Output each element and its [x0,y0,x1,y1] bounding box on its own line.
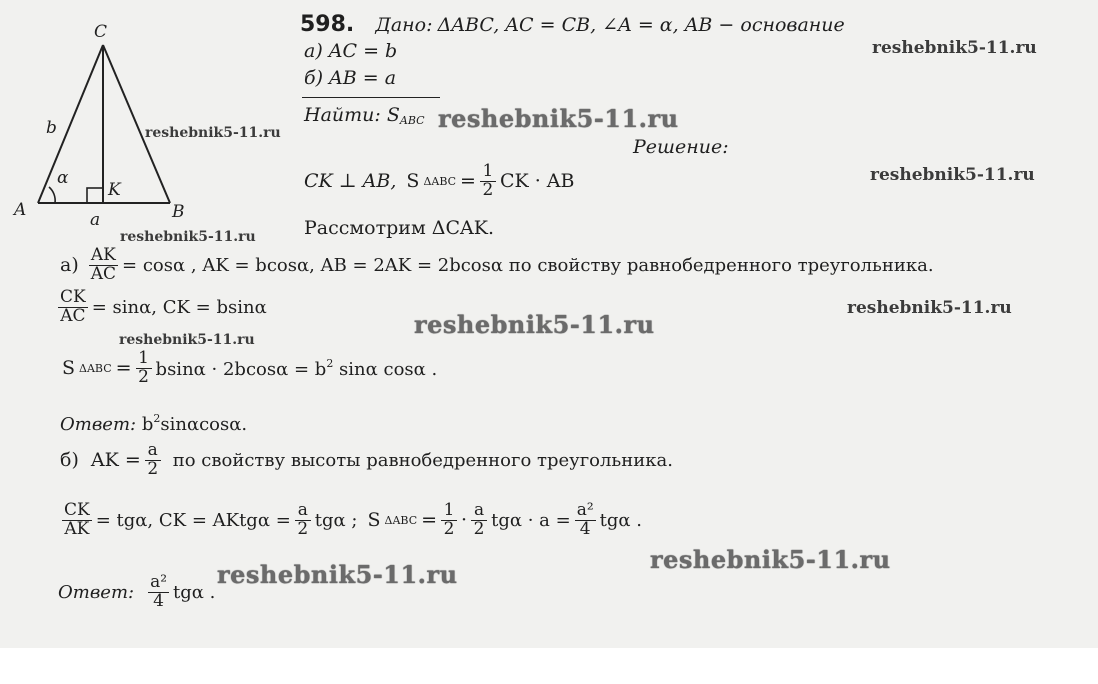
tangent-relation: = tgα, CK = AKtgα = [95,509,291,531]
fraction-numerator: a² [576,500,594,520]
answer-a-line [60,412,247,435]
power-two: 2 [326,356,334,370]
multiply-dot: · [461,509,468,532]
fraction-numerator: CK [60,287,86,307]
find-line [304,104,425,127]
case-a-given: а) AC = b [304,40,398,62]
fraction-denominator: AC [60,305,86,326]
answer-b-label: Ответ: [58,581,135,603]
fraction-denominator: 2 [297,518,309,539]
vertex-b-label: B [172,202,185,222]
watermark: reshebnik5-11.ru [847,298,1012,318]
fraction-numerator: 1 [482,161,494,181]
perpendicular-statement: CK ⊥ AB, [304,170,397,193]
given-label: Дано: [375,14,433,36]
find-label: Найти: [304,104,381,126]
case-b-given: б) AB = a [304,67,397,89]
a-squared-over-4-fraction [575,502,596,539]
watermark: reshebnik5-11.ru [145,125,281,141]
watermark: reshebnik5-11.ru [650,545,891,574]
watermark: reshebnik5-11.ru [438,104,679,133]
bottom-margin [0,648,1098,684]
a-squared-over-4-fraction [148,574,169,611]
part-b-line-2 [62,502,642,539]
part-a-label: а) [60,254,79,277]
find-value: S [386,104,400,126]
part-a-derivation: = cosα , AK = bcosα, AB = 2AK = 2bcosα по свойству равнобедренного треугольника. [122,254,934,276]
ak-over-ac-fraction [89,247,118,284]
part-b-label: б) [60,449,79,472]
fraction-numerator: 1 [443,500,455,520]
solution-line-1 [304,163,575,200]
answer-a-b: b [141,414,154,435]
fraction-numerator: a [297,500,308,520]
answer-b-line [58,574,215,611]
half-fraction [136,350,152,387]
part-a-line-1 [60,247,934,284]
part-b-reason: по свойству высоты равнобедренного треугольника. [172,449,673,471]
area-expansion-text: bsinα · 2bcosα = b [155,358,327,380]
area-symbol: S [62,357,76,380]
given-text: ΔABC, AC = CB, ∠A = α, AB − основание [437,14,845,36]
problem-header [300,12,845,37]
ck-over-ac-fraction [58,289,88,326]
consider-triangle-line: Рассмотрим ΔCAK. [304,217,494,239]
area-expansion-tail: sinα cosα . [339,358,438,380]
fraction-denominator: AK [64,518,90,539]
area-formula-tail: CK · AB [499,170,575,193]
a-over-2-fraction [295,502,311,539]
ak-equals: AK = [90,449,141,472]
answer-b-rest: tgα . [173,581,216,603]
given-divider [302,97,440,98]
watermark: reshebnik5-11.ru [870,165,1035,185]
find-subscript: ABC [399,114,425,127]
half-fraction [441,502,457,539]
watermark: reshebnik5-11.ru [120,229,256,245]
area-expansion [156,357,438,380]
area-subscript: ΔABC [384,513,418,527]
part-a-sine-result: = sinα, CK = bsinα [91,296,267,318]
fraction-numerator: a [147,440,158,460]
watermark: reshebnik5-11.ru [414,310,655,339]
fraction-denominator: 2 [138,366,149,387]
fraction-denominator: AC [90,263,117,284]
fraction-denominator: 4 [153,590,164,611]
fraction-denominator: 4 [579,518,591,539]
answer-a-rest: sinαcosα. [160,414,248,435]
fraction-denominator: 2 [443,518,455,539]
area-result-tail: tgα . [599,509,643,531]
watermark: reshebnik5-11.ru [217,560,458,589]
vertex-a-label: A [14,200,27,220]
side-b-label: b [46,118,57,138]
area-subscript: ΔABC [79,361,112,375]
watermark: reshebnik5-11.ru [872,38,1037,58]
angle-alpha-label: α [57,168,69,188]
answer-a-power: 2 [153,412,161,425]
ck-over-ak-fraction [62,502,92,539]
point-k-label: K [108,180,121,200]
fraction-denominator: 2 [473,518,485,539]
isosceles-triangle-figure [10,15,280,230]
side-a-label: a [90,210,101,230]
fraction-denominator: 2 [147,458,159,479]
tangent-tail: tgα ; [314,509,358,531]
watermark: reshebnik5-11.ru [119,332,255,348]
area-symbol: S [406,170,420,193]
fraction-denominator: 2 [482,179,494,200]
area-symbol: S [367,509,381,532]
vertex-c-label: C [94,22,108,42]
part-a-line-2 [58,289,267,326]
fraction-numerator: CK [64,500,90,520]
a-over-2-fraction [145,442,161,479]
area-subscript: ΔABC [423,174,457,188]
part-a-area-line [62,350,437,387]
equals-sign: = [460,170,476,193]
fraction-numerator: a² [150,572,168,592]
equals-sign: = [421,509,438,532]
part-b-line-1 [60,442,673,479]
problem-number: 598. [300,12,355,37]
fraction-numerator: AK [90,245,116,265]
answer-a-label: Ответ: [60,414,137,435]
fraction-numerator: a [474,500,485,520]
solution-heading: Решение: [633,136,729,158]
half-fraction [480,163,496,200]
a-over-2-fraction-2 [471,502,487,539]
fraction-numerator: 1 [138,348,149,368]
equals-sign: = [115,357,132,380]
area-product: tgα · a = [491,509,571,531]
